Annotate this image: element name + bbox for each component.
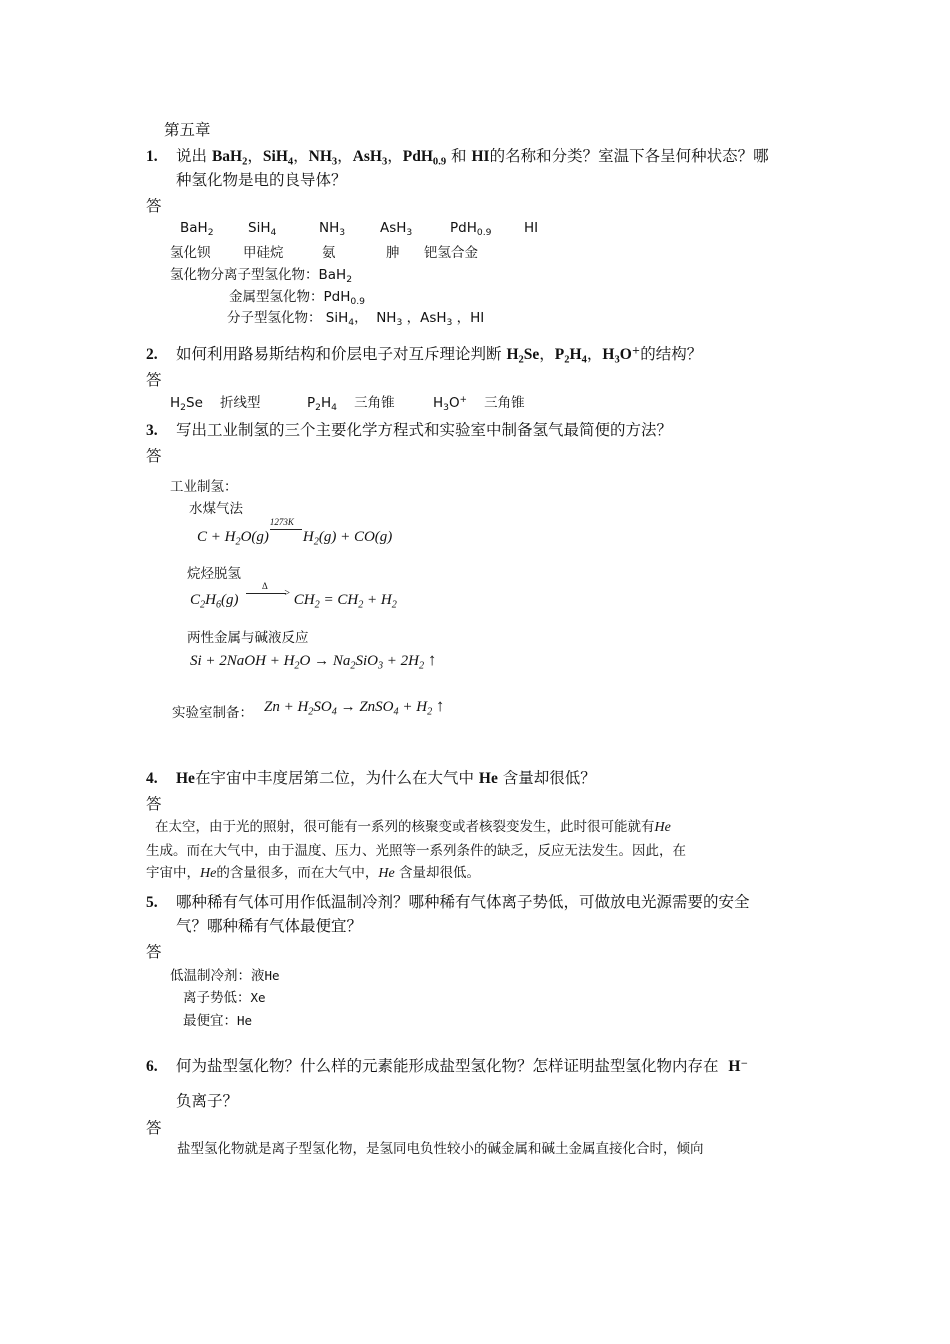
amphoteric-label: 两性金属与碱液反应 (187, 630, 309, 646)
name-2: 甲硅烷 (243, 245, 284, 261)
chapter-title: 第五章 (164, 121, 211, 139)
class-ionic: 氢化物分离子型氢化物：BaH$_2$ (170, 267, 353, 286)
name-4: 胂 (386, 245, 400, 261)
question-3: 3. 写出工业制氢的三个主要化学方程式和实验室中制备氢气最简便的方法？ (146, 421, 673, 439)
name-1: 氢化钡 (170, 245, 211, 261)
class-molecular: 分子型氢化物： SiH$_4$， $NH_3$ ，AsH$_3$ ，HI (227, 310, 485, 329)
formula-ash3: AsH$_3$ (380, 220, 413, 239)
answer-q5-2: 离子势低：Xe (183, 990, 266, 1006)
answer-h3o: $H_3O^+$ 三角锥 (433, 395, 525, 414)
answer-label: 答 (146, 943, 162, 961)
water-gas-label: 水煤气法 (189, 501, 243, 517)
question-5-line2: 气？哪种稀有气体最便宜？ (176, 917, 363, 935)
formula-pdh: PdH$_{0.9}$ (450, 220, 492, 239)
equation-alkane: $C_2H_6(g)$ Δ > $CH_2 = CH_2 + H_2$ (190, 581, 397, 611)
formula-nh3: $NH_3$ (319, 220, 346, 239)
lab-label: 实验室制备： (172, 705, 253, 721)
answer-h2se: $H_2Se$ 折线型 (170, 395, 261, 414)
answer-q4-line3: 宇宙中，He的含量很多，而在大气中，He 含量却很低。 (146, 865, 480, 881)
class-metal: 金属型氢化物：PdH$_{0.9}$ (229, 289, 365, 308)
question-1: 1. 说出 BaH$_2$，SiH$_4$，$NH_3$，AsH$_3$，PdH$_{0.9}$ 和 HI的名称和分类？室温下各呈何种状态？哪 (146, 147, 769, 168)
answer-label: 答 (146, 371, 162, 389)
answer-q5-3: 最便宜：He (183, 1013, 253, 1029)
answer-label: 答 (146, 197, 162, 215)
formula-sih4: SiH$_4$ (248, 220, 277, 239)
answer-label: 答 (146, 1119, 162, 1137)
formula-hi: HI (524, 220, 539, 236)
alkane-label: 烷烃脱氢 (187, 566, 241, 582)
industrial-heading: 工业制氢： (170, 479, 238, 495)
equation-amphoteric: Si + 2NaOH + $H_2O \to Na_2SiO_3 + 2H_2$ ↑ (190, 650, 437, 672)
name-3: 氨 (322, 245, 336, 261)
question-2: 2. 如何利用路易斯结构和价层电子对互斥理论判断 $H_2Se$，$P_2H_4$，$H_3O^+$的结构？ (146, 345, 703, 366)
answer-q4-line1: 在太空，由于光的照射，很可能有一系列的核聚变或者核裂变发生，此时很可能就有He (155, 819, 671, 835)
question-5: 5. 哪种稀有气体可用作低温制冷剂？哪种稀有气体离子势低，可做放电光源需要的安全 (146, 893, 750, 911)
question-6: 6. 何为盐型氢化物？什么样的元素能形成盐型氢化物？怎样证明盐型氢化物内存在 H− (146, 1057, 748, 1075)
question-4: 4. He在宇宙中丰度居第二位，为什么在大气中 He 含量却很低？ (146, 769, 596, 787)
question-1-line2: 种氢化物是电的良导体？ (176, 171, 347, 189)
question-number: 1. (146, 148, 158, 165)
equation-lab: $Zn + H_2SO_4$ → ZnSO$_4$ + $H_2$ ↑ (264, 696, 445, 718)
answer-p2h4: $P_2H_4$ 三角锥 (307, 395, 395, 414)
answer-label: 答 (146, 447, 162, 465)
equation-water-gas: $C + H_2O(g)$ 1273K $H_2(g) + CO(g)$ (197, 517, 393, 548)
question-6-line2: 负离子？ (176, 1092, 239, 1110)
answer-q4-line2: 生成。而在大气中，由于温度、压力、光照等一系列条件的缺乏，反应无法发生。因此，在 (146, 843, 686, 859)
answer-label: 答 (146, 795, 162, 813)
answer-q6-1: 盐型氢化物就是离子型氢化物，是氢同电负性较小的碱金属和碱土金属直接化合时，倾向 (177, 1141, 704, 1157)
name-5: 钯氢合金 (424, 245, 478, 261)
formula-bah2: BaH$_2$ (180, 220, 214, 239)
answer-q5-1: 低温制冷剂：液He (170, 968, 280, 984)
